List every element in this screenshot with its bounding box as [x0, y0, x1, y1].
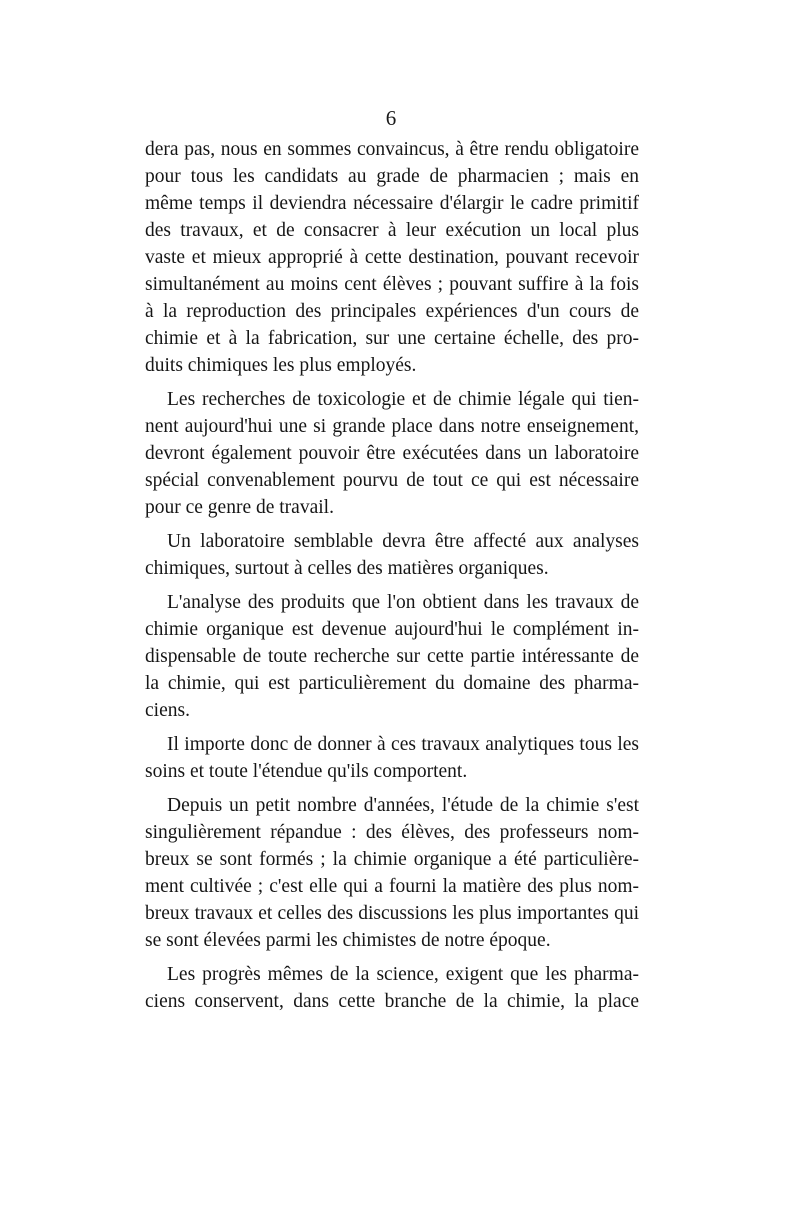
paragraph: [145, 731, 639, 785]
text-line: dispensable de toute recherche sur cette partie intéressante de: [145, 646, 639, 667]
text-line: spécial convenablement pourvu de tout ce qui est nécessaire: [145, 470, 639, 491]
text-line: se sont élevées parmi les chimistes de notre époque.: [145, 930, 551, 951]
paragraph: [145, 589, 639, 724]
text-line: à la reproduction des principales expériences d'un cours de: [145, 301, 639, 322]
text-line: ment cultivée ; c'est elle qui a fourni la matière des plus nom-: [145, 876, 639, 897]
body-text: [145, 136, 639, 1022]
text-line: ciens conservent, dans cette branche de la chimie, la place: [145, 991, 639, 1012]
text-line: Les recherches de toxicologie et de chimie légale qui tien-: [167, 389, 639, 410]
paragraph: [145, 792, 639, 954]
text-line: Un laboratoire semblable devra être affecté aux analyses: [167, 531, 639, 552]
text-line: soins et toute l'étendue qu'ils comportent.: [145, 761, 468, 782]
text-line: chimie et à la fabrication, sur une certaine échelle, des pro-: [145, 328, 639, 349]
page-number: 6: [385, 106, 397, 130]
text-line: duits chimiques les plus employés.: [145, 355, 417, 376]
text-line: vaste et mieux approprié à cette destination, pouvant recevoir: [145, 247, 639, 268]
text-line: des travaux, et de consacrer à leur exécution un local plus: [145, 220, 639, 241]
text-line: breux travaux et celles des discussions les plus importantes qui: [145, 903, 639, 924]
text-line: nent aujourd'hui une si grande place dans notre enseignement,: [145, 416, 639, 437]
text-line: dera pas, nous en sommes convaincus, à être rendu obligatoire: [145, 139, 639, 160]
paragraph: [145, 386, 639, 521]
text-line: la chimie, qui est particulièrement du domaine des pharma-: [145, 673, 639, 694]
text-line: Il importe donc de donner à ces travaux analytiques tous les: [167, 734, 639, 755]
text-line: Depuis un petit nombre d'années, l'étude de la chimie s'est: [167, 795, 639, 816]
text-line: pour ce genre de travail.: [145, 497, 334, 518]
paragraph: [145, 961, 639, 1015]
text-line: devront également pouvoir être exécutées dans un laboratoire: [145, 443, 639, 464]
text-line: Les progrès mêmes de la science, exigent que les pharma-: [167, 964, 639, 985]
paragraph: [145, 528, 639, 582]
text-line: chimie organique est devenue aujourd'hui le complément in-: [145, 619, 639, 640]
text-line: chimiques, surtout à celles des matières organiques.: [145, 558, 549, 579]
text-line: même temps il deviendra nécessaire d'élargir le cadre primitif: [145, 193, 639, 214]
text-line: singulièrement répandue : des élèves, des professeurs nom-: [145, 822, 639, 843]
paragraph: [145, 136, 639, 379]
text-line: ciens.: [145, 700, 190, 721]
text-line: pour tous les candidats au grade de pharmacien ; mais en: [145, 166, 639, 187]
text-line: breux se sont formés ; la chimie organique a été particulière-: [145, 849, 639, 870]
text-line: L'analyse des produits que l'on obtient dans les travaux de: [167, 592, 639, 613]
text-line: simultanément au moins cent élèves ; pouvant suffire à la fois: [145, 274, 639, 295]
